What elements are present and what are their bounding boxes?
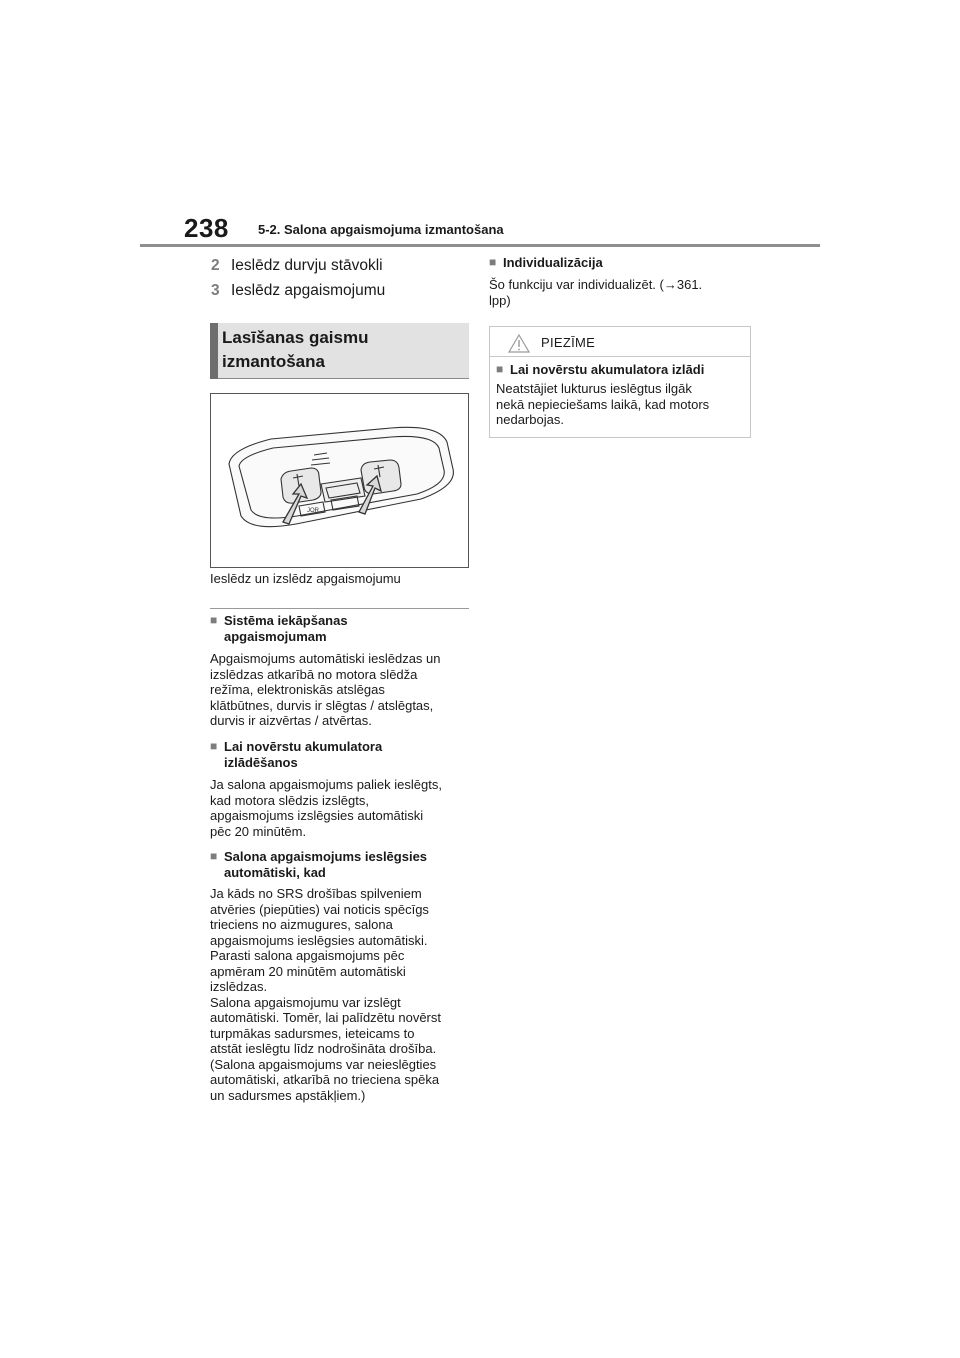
step-3 [211,282,385,300]
square-bullet-icon: ■ [496,362,504,376]
step-number: 2 [211,257,220,274]
warning-triangle-icon [508,334,530,353]
subheading-text: Salona apgaismojums ieslēgsies automātiski, kad [224,849,428,880]
heading-accent-bar [210,323,218,379]
subheading-text: Sistēma iekāpšanas apgaismojumam [224,613,348,644]
heading-text [222,326,368,374]
subheading-text: Individualizācija [503,255,603,270]
step-number: 3 [211,282,220,299]
paragraph-battery-discharge: Ja salona apgaismojums paliek ieslēgts, kad motora slēdzis izslēgts, apgaismojums izslēgsies automātiski pēc 20 minūtēm. [210,777,442,839]
subheading-customization [489,255,751,271]
notice-body: Neatstājiet lukturus ieslēgtus ilgāk nekā nepieciešams laikā, kad motors nedarbojas. [496,381,710,427]
heading-line: izmantošana [222,352,325,371]
section-heading [210,323,469,379]
notice-label: PIEZĪME [541,335,596,350]
figure-caption: Ieslēdz un izslēdz apgaismojumu [210,571,401,586]
square-bullet-icon: ■ [210,613,218,627]
notice-subheading [496,362,704,378]
paragraph-customization: Šo funkciju var individualizēt. (→361. lpp) [489,277,703,308]
square-bullet-icon: ■ [210,739,218,753]
square-bullet-icon: ■ [489,255,497,269]
step-text: Ieslēdz apgaismojumu [231,282,386,299]
reading-light-figure [210,393,469,568]
page-number: 238 [184,213,229,243]
step-text: Ieslēdz durvju stāvokli [231,257,383,274]
square-bullet-icon: ■ [210,849,218,863]
caption-divider [210,608,469,609]
subheading-auto-on [210,849,472,880]
section-title: 5-2. Salona apgaismojuma izmantošana [258,222,504,237]
heading-line: Lasīšanas gaismu [222,328,369,347]
subheading-text: Lai novērstu akumulatora izlādēšanos [224,739,383,770]
notice-box [489,326,751,438]
overhead-console-illustration [211,394,468,567]
console-label-text: JOR [307,508,319,514]
subheading-entry-illumination [210,613,470,644]
subheading-text: Lai novērstu akumulatora izlādi [510,362,705,377]
header-rule [140,244,820,247]
notice-divider [490,356,750,357]
paragraph-auto-on: Ja kāds no SRS drošības spilveniem atvēries (piepūties) vai noticis spēcīgs trieciens no aizmugures, salona apgaismojums ieslēgsies automātiski. Parasti salona apgaismojums pēc apmēram 20 minūtēm automātiski izslēdzas. Salona apgaismojumu var izslēgt automātiski. Tomēr, lai palīdzētu novērst turpmākas sadursmes, ieteicams to atstāt ieslēgtu līdz nodrošināta drošība. (Salona apgaismojums var neieslēgties automātiski, atkarībā no trieciena spēka un sadursmes apstākļiem.) [210,886,441,1103]
subheading-battery-discharge [210,739,470,770]
paragraph-entry-illumination: Apgaismojums automātiski ieslēdzas un izslēdzas atkarībā no motora slēdža režīma, elektroniskās atslēgas klātbūtnes, durvis ir slēgtas / atslēgtas, durvis ir aizvērtas / atvērtas. [210,651,441,728]
step-2 [211,257,383,275]
